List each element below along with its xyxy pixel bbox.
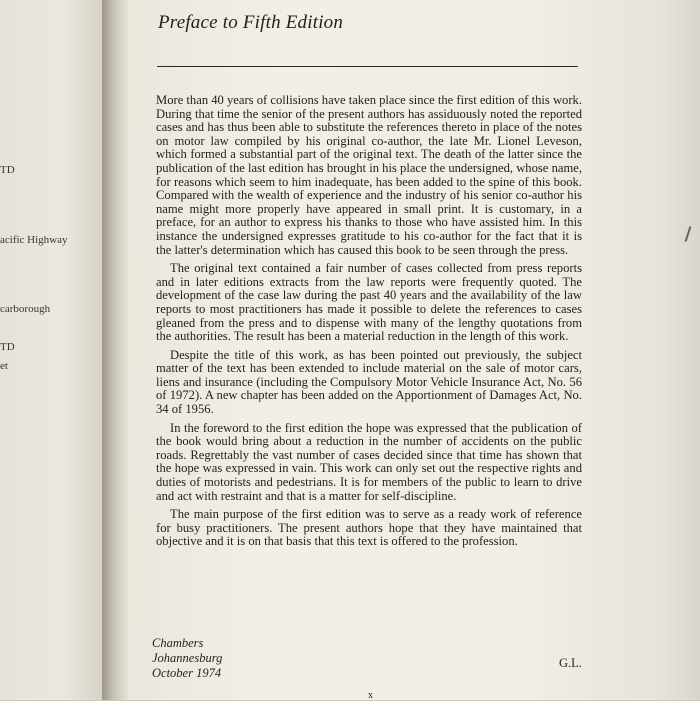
signature-date: October 1974 bbox=[152, 666, 222, 680]
preface-body bbox=[156, 94, 582, 554]
author-initials: G.L. bbox=[559, 656, 582, 670]
signature-place: Chambers bbox=[152, 636, 204, 650]
page-edge-shadow bbox=[664, 0, 700, 700]
left-page-line: carborough bbox=[0, 303, 51, 315]
page-title: Preface to Fifth Edition bbox=[158, 12, 344, 33]
page-number: x bbox=[368, 690, 373, 701]
left-page-line: TD bbox=[0, 164, 15, 176]
paragraph: The main purpose of the first edition was to serve as a ready work of reference for busy practitioners. The present authors hope that they have maintained that objective and it is on that basis that this text is offered to the profession. bbox=[156, 507, 582, 549]
left-page bbox=[0, 0, 102, 700]
paragraph: In the foreword to the first edition the hope was expressed that the publication of the book would bring about a reduction in the number of accidents on the public roads. Regrettably the vast number of cases decided since that time has shown that the hope was expressed in vain. This work can only set out the respective rights and duties of motorists and pedestrians. It is for members of the public to learn to drive and act with restraint and that is a matter for self-discipline. bbox=[156, 420, 582, 503]
signature-city: Johannesburg bbox=[152, 651, 223, 665]
left-page-line: acific Highway bbox=[0, 234, 68, 246]
book-gutter bbox=[102, 0, 128, 700]
left-page-line: TD bbox=[0, 341, 15, 353]
paragraph: The original text contained a fair number of cases collected from press reports and in later editions extracts from the law reports were frequently quoted. The development of the case law during the past 40 years and the availability of the law reports to most practitioners has made it possible to delete the references to cases gleaned from the press and to dispense with many of the lengthy quotations from the authorities. The result has been a material reduction in the length of this work. bbox=[156, 261, 582, 344]
title-rule bbox=[157, 66, 578, 67]
left-page-line: et bbox=[0, 360, 8, 372]
signature-block bbox=[152, 636, 222, 681]
paragraph: Despite the title of this work, as has been pointed out previously, the subject matter of the text has been extended to include material on the sale of motor cars, liens and insurance (including the Compulsory Motor Vehicle Insurance Act, No. 56 of 1972). A new chapter has been added on the Apportionment of Damages Act, No. 34 of 1956. bbox=[156, 347, 582, 417]
paragraph: More than 40 years of collisions have taken place since the first edition of this work. During that time the senior of the present authors has assiduously noted the reported cases and has thus been able to substitute the references thereto in place of the notes on motor law compiled by his original co-author, the late Mr. Lionel Leveson, which formed a substantial part of the original text. The death of the latter since the publication of the last edition has brought in his place the undersigned, whose name, for reasons which seem to him inadequate, has been added to the spine of this book. Compared with the wealth of experience and the industry of his senior co-author his name might more properly have appeared in small print. It is customary, in a preface, for an author to express his thanks to those who have assisted him. In this instance the undersigned expresses gratitude to his co-author for the fact that it is the latter's determination which has caused this book to be seen through the press. bbox=[156, 93, 582, 257]
